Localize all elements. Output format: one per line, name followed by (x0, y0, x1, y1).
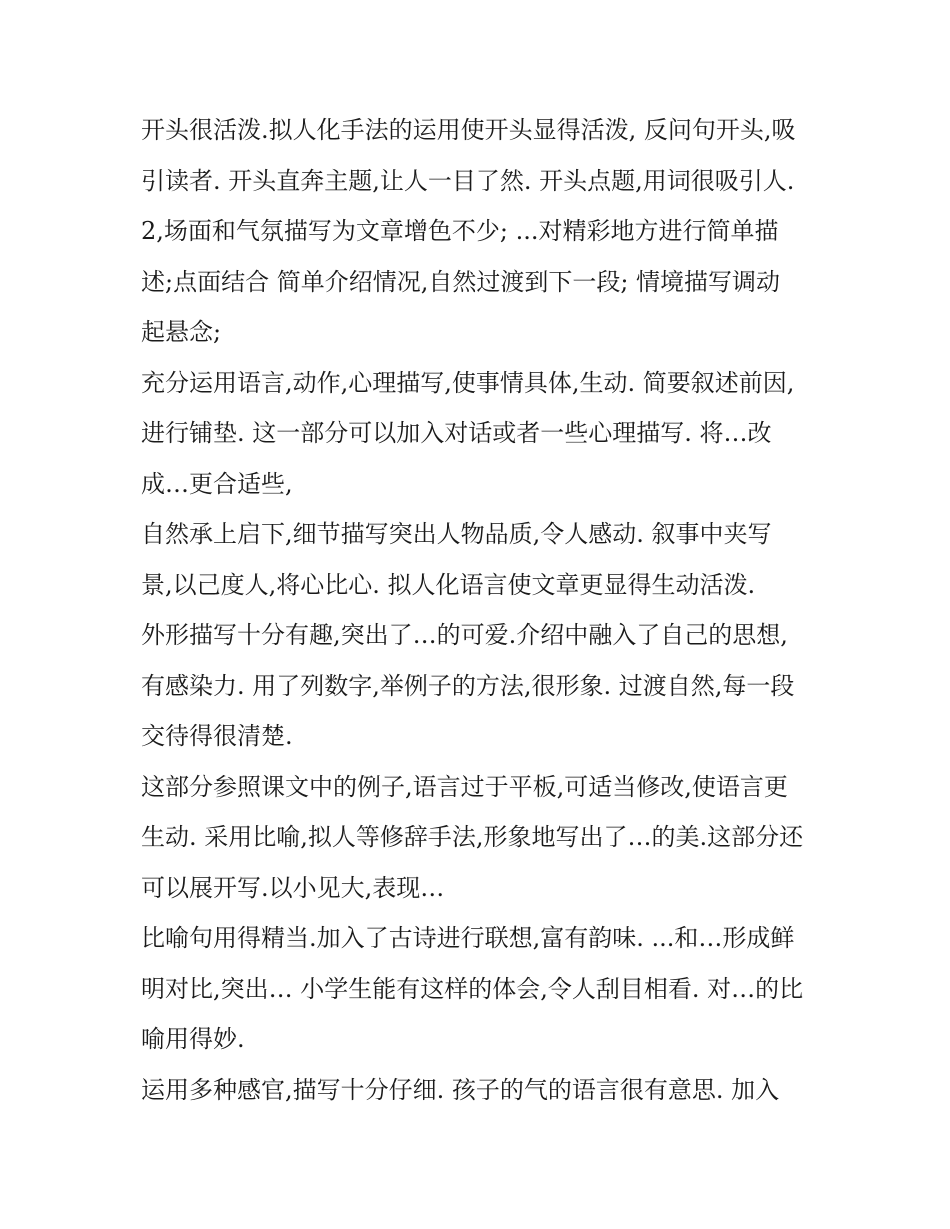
text-line: 成…更合适些, (141, 469, 293, 498)
text-line: 起悬念; (141, 318, 222, 346)
text-line: 引读者. 开头直奔主题,让人一目了然. 开头点题,用词很吸引人. (141, 166, 795, 195)
text-line: 进行铺垫. 这一部分可以加入对话或者一些心理描写. 将…改 (141, 419, 772, 447)
text-line: 明对比,突出… 小学生能有这样的体会,令人刮目相看. 对…的比 (141, 974, 804, 1003)
text-line: 交待得很清楚. (141, 722, 293, 750)
text-line: 景,以己度人,将心比心. 拟人化语言使文章更显得生动活泼. (141, 570, 756, 599)
text-line: 可以展开写.以小见大,表现… (141, 873, 445, 902)
text-line: 自然承上启下,细节描写突出人物品质,令人感动. 叙事中夹写 (141, 520, 772, 548)
text-line: 运用多种感官,描写十分仔细. 孩子的气的语言很有意思. 加入 (141, 1075, 780, 1104)
text-line: 比喻句用得精当.加入了古诗进行联想,富有韵味. ...和…形成鲜 (141, 924, 795, 952)
document-body (141, 105, 811, 1115)
text-line: 述;点面结合 简单介绍情况,自然过渡到下一段; 情境描写调动 (141, 267, 781, 296)
text-line: 有感染力. 用了列数字,举例子的方法,很形象. 过渡自然,每一段 (141, 671, 795, 700)
text-line: 这部分参照课文中的例子,语言过于平板,可适当修改,使语言更 (141, 772, 788, 801)
text-line: 外形描写十分有趣,突出了…的可爱.介绍中融入了自己的思想, (141, 621, 788, 649)
text-line: 开头很活泼.拟人化手法的运用使开头显得活泼, 反问句开头,吸 (141, 116, 796, 144)
text-line: 喻用得妙. (141, 1025, 245, 1053)
text-line: 充分运用语言,动作,心理描写,使事情具体,生动. 简要叙述前因, (141, 368, 795, 397)
text-line: 2,场面和气氛描写为文章增色不少; ...对精彩地方进行简单描 (141, 217, 779, 245)
text-line: 生动. 采用比喻,拟人等修辞手法,形象地写出了…的美.这部分还 (141, 823, 804, 851)
